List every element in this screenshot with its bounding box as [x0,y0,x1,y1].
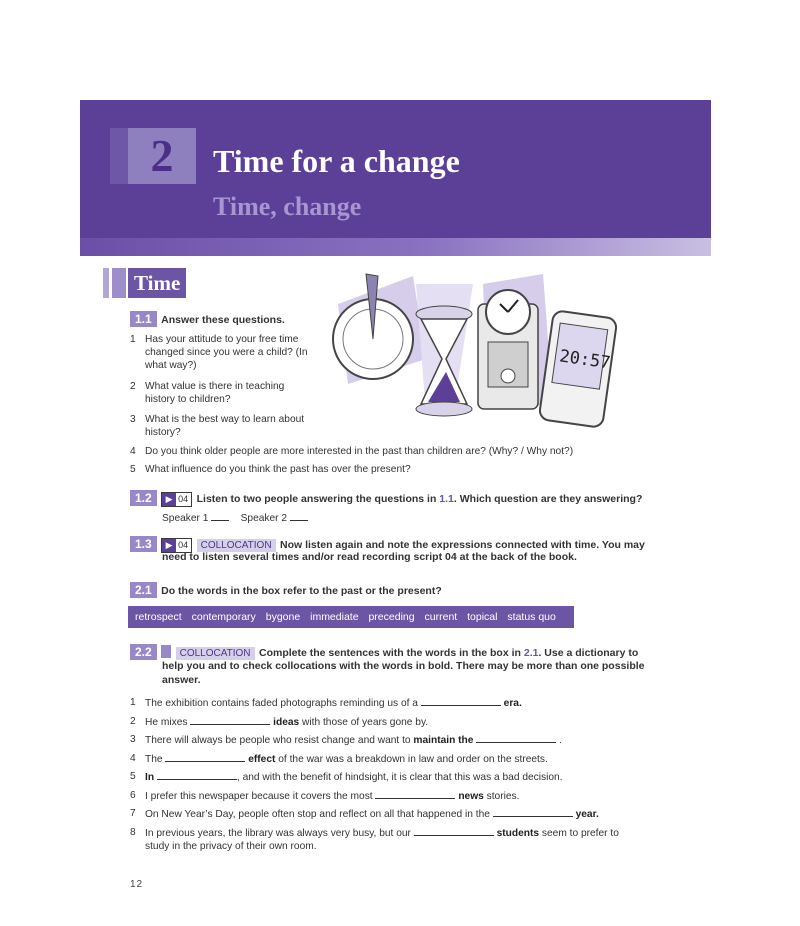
answer-blank[interactable] [493,807,573,817]
exercise-2-2-line2: help you and to check collocations with the words in bold. There may be more than one possible [162,660,645,672]
audio-track-button[interactable]: ▶ 04 [161,538,192,553]
question-4: 4 Do you think older people are more interested in the past than children are? (Why? / Why not?) [130,446,574,457]
sentence-6: 6 I prefer this newspaper because it covers the most news stories. [130,790,520,802]
word-box [128,606,574,628]
time-illustration [318,264,638,434]
word: current [424,611,458,623]
collocation-tag: COLLOCATION [176,647,255,660]
word: bygone [265,611,301,623]
exercise-number: 1.2 [130,490,157,506]
exercise-number: 1.3 [130,536,157,552]
page-number: 12 [130,879,144,890]
chapter-subtitle: Time, change [213,192,362,221]
answer-blank[interactable] [165,752,245,762]
section-accent-2 [112,268,126,298]
sentence-5: 5 In , and with the benefit of hindsight, it is clear that this was a bad decision. [130,771,563,783]
dictionary-icon [161,645,171,658]
exercise-1-3-header: 1.3 ▶ 04 COLLOCATION Now listen again and note the expressions connected with time. You may [130,535,645,553]
word: immediate [310,611,359,623]
speaker-answers: Speaker 1 Speaker 2 [162,511,308,525]
sentence-1: 1 The exhibition contains faded photographs reminding us of a era. [130,697,522,709]
sentence-7: 7 On New Year’s Day, people often stop and reflect on all that happened in the year. [130,808,599,820]
word: topical [467,611,498,623]
sentence-8: 8 In previous years, the library was always very busy, but our students seem to prefer to [130,827,619,839]
section-accent [103,268,109,298]
answer-blank[interactable] [211,511,229,521]
exercise-2-2-header: 2.2 COLLOCATION Complete the sentences with the words in the box in 2.1. Use a dictionary to [130,643,638,661]
answer-blank[interactable] [476,733,556,743]
word: status quo [507,611,556,623]
answer-blank[interactable] [421,696,501,706]
exercise-number: 2.1 [130,582,157,598]
answer-blank[interactable] [375,789,455,799]
word: contemporary [191,611,256,623]
exercise-1-1-header [130,310,285,328]
word: preceding [368,611,415,623]
exercise-2-1-header: 2.1 Do the words in the box refer to the past or the present? [130,581,442,599]
exercise-number: 1.1 [130,311,157,327]
sentence-4: 4 The effect of the war was a breakdown in law and order on the streets. [130,753,548,765]
exercise-instruction: Answer these questions. [161,314,285,326]
answer-blank[interactable] [414,826,494,836]
play-icon: ▶ [162,493,176,506]
sentence-3: 3 There will always be people who resist change and want to maintain the . [130,734,562,746]
question-3: 3 What is the best way to learn about history? [130,414,305,438]
phone-time: 20:57 [558,346,612,374]
sentence-2: 2 He mixes ideas with those of years gone by. [130,716,429,728]
chapter-title: Time for a change [213,143,460,179]
collocation-tag: COLLOCATION [197,539,276,552]
smartphone-icon [539,310,618,428]
play-icon: ▶ [162,539,176,552]
chapter-number: 2 [128,128,196,184]
audio-track-button[interactable]: ▶ 04 [161,492,192,507]
sundial-icon [333,274,426,384]
section-title: Time [128,268,186,298]
question-5: 5 What influence do you think the past has over the present? [130,464,411,475]
exercise-2-2-line3: answer. [162,674,201,686]
exercise-1-2-header: 1.2 ▶ 04 Listen to two people answering the questions in 1.1. Which question are they answering? [130,489,642,507]
answer-blank[interactable] [157,770,237,780]
grandfather-clock-icon [478,274,553,409]
word: retrospect [135,611,182,623]
question-2: 2 What value is there in teaching history to children? [130,381,285,405]
hourglass-icon [416,284,473,416]
exercise-number: 2.2 [130,644,157,660]
question-1: 1 Has your attitude to your free time changed since you were a child? (In what way?) [130,334,308,371]
answer-blank[interactable] [290,511,308,521]
sentence-8-continued: study in the privacy of their own room. [145,841,317,852]
header-stripe [80,238,711,256]
exercise-1-3-line2: need to listen several times and/or read recording script 04 at the back of the book. [162,551,577,563]
answer-blank[interactable] [190,715,270,725]
